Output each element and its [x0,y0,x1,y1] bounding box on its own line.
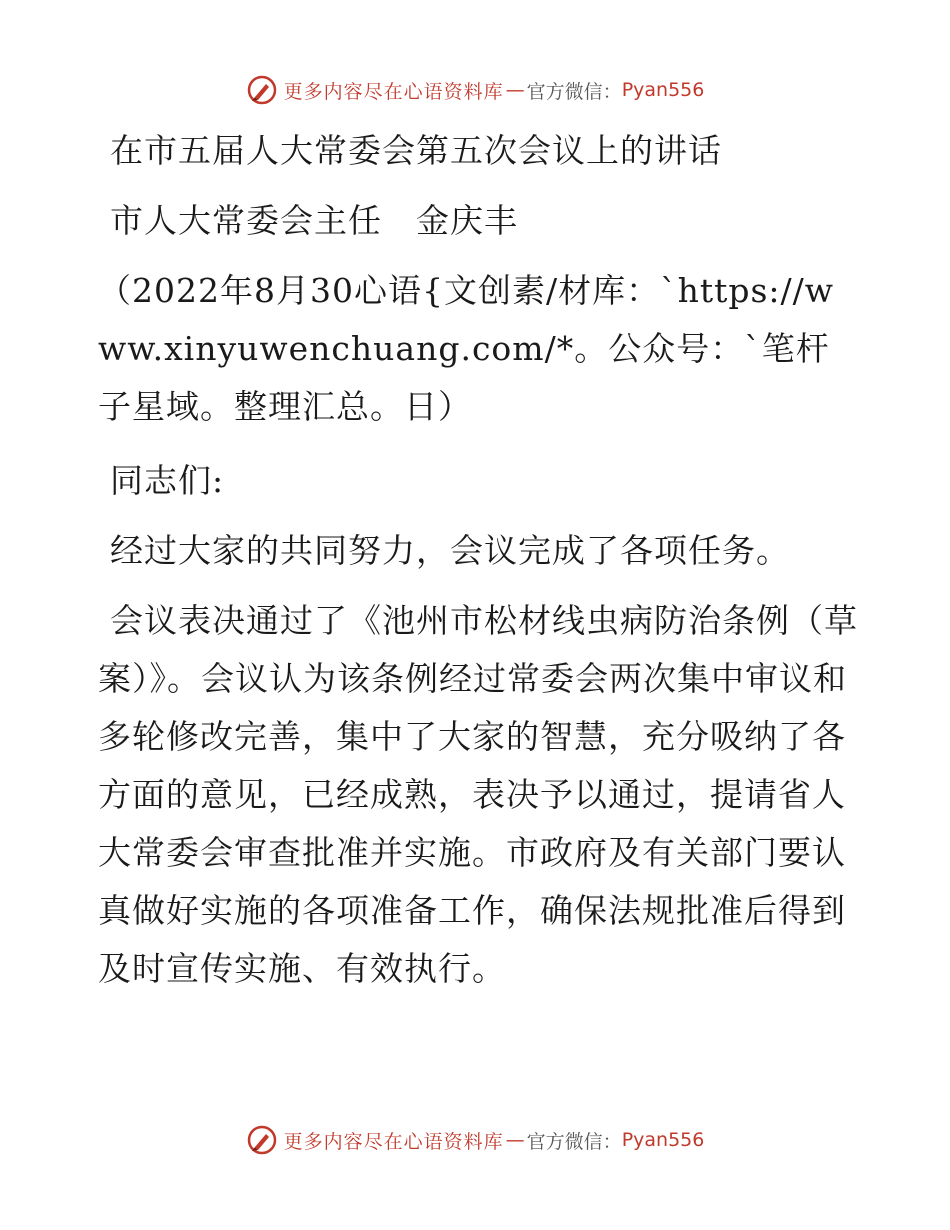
footer-watermark [0,1120,950,1160]
watermark-official: 官方微信： [526,1130,622,1153]
pen-logo-icon [246,74,278,106]
watermark-official: 官方微信： [526,80,622,103]
paragraph-2 [98,592,858,998]
watermark-separator: — [505,79,525,101]
salutation: 同志们: [110,461,225,500]
document-date: （2022年8月30心语{文创素/材库：`https://www.xinyuwenchuang.com/*。公众号：`笔杆子星域。整理汇总。日） [98,271,835,426]
paragraph-1: 经过大家的共同努力，会议完成了各项任务。 [110,531,790,570]
watermark-wechat-id: Pyan556 [621,1129,705,1151]
paragraph-2-text: 会议表决通过了《池州市松材线虫病防治条例（草案）》。会议认为该条例经过常委会两次集中审议和多轮修改完善，集中了大家的智慧，充分吸纳了各方面的意见，已经成熟，表决予以通过，提请省人大常委会审查批准并实施。市政府及有关部门要认真做好实施的各项准备工作，确保法规批准后得到及时宣传实施、有效执行。 [98,601,858,988]
pen-logo-icon [246,1124,278,1156]
watermark-text: 更多内容尽在心语资料库 [283,1130,504,1153]
document-body [98,122,858,998]
watermark-wechat-id: Pyan556 [621,79,705,101]
header-watermark [0,70,950,110]
document-author: 市人大常委会主任 金庆丰 [110,201,518,240]
document-title: 在市五届人大常委会第五次会议上的讲话 [110,131,722,170]
watermark-separator: — [505,1129,525,1151]
watermark-text: 更多内容尽在心语资料库 [283,80,504,103]
